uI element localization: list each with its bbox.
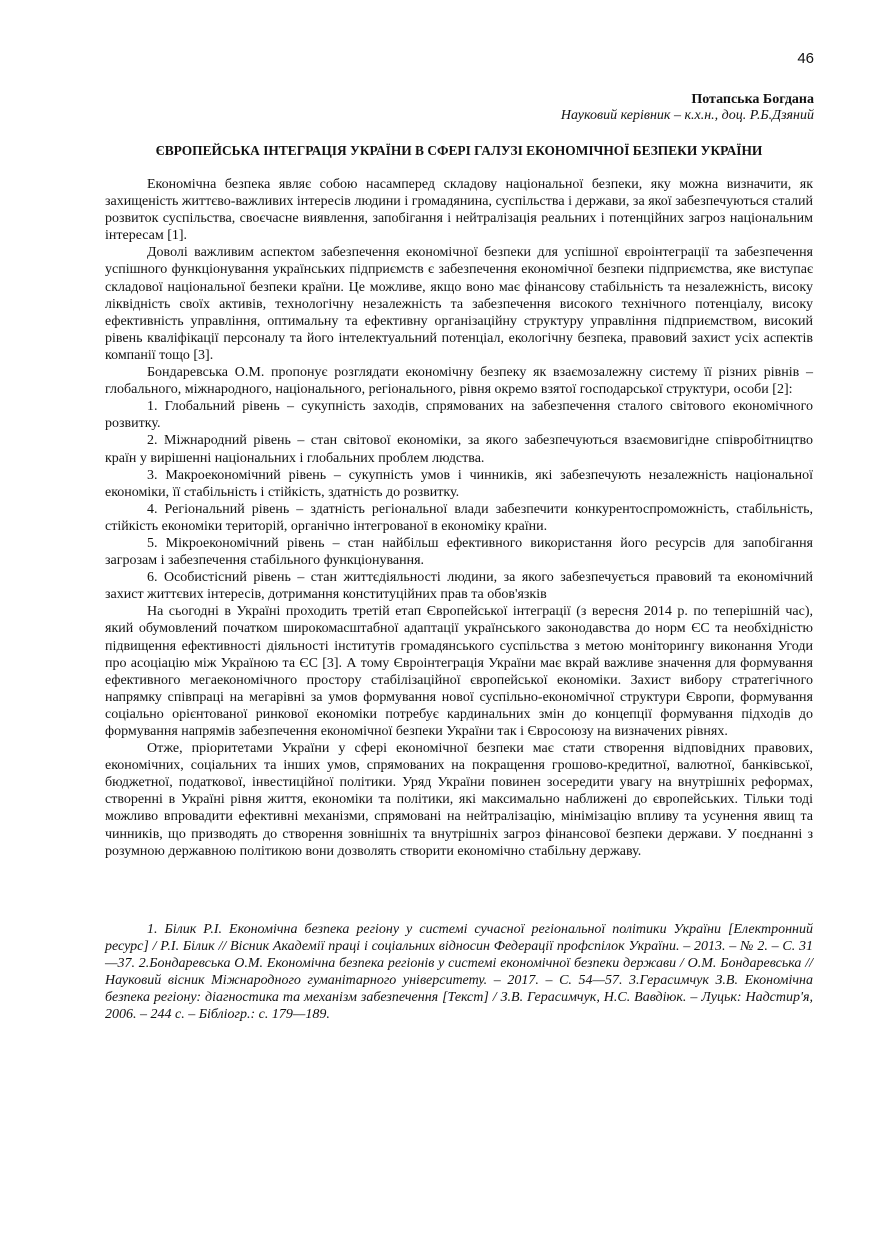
list-item-level-5: 5. Мікроекономічний рівень – стан найбільш ефективного використання його ресурсів для запобігання загрозам і забезпечення стабільного функціонування. (105, 535, 813, 569)
article-body (105, 176, 813, 860)
list-item-level-2: 2. Міжнародний рівень – стан світової економіки, за якого забезпечуються взаємовигідне співробітництво країн у вирішенні національних і глобальних проблем людства. (105, 433, 813, 466)
page-number: 46 (797, 50, 814, 67)
list-item-level-4: 4. Регіональний рівень – здатність регіональної влади забезпечити конкурентоспроможність, стабільність, стійкість економіки територій, органічно інтегрованої в економіку країни. (105, 501, 813, 534)
paragraph: Доволі важливим аспектом забезпечення економічної безпеки для успішної євроінтеграції та забезпечення успішного функціонування українських підприємств є забезпечення економічної безпеки підприємства, яке виступає складової національної безпеки країни. Це можливе, якщо воно має фінансову стабільність та незалежність, високу ліквідність своїх активів, технологічну незалежність та забезпечення високого технічного потенціалу, високу ефективність управління, оптимальну та ефективну організаційну структуру управління підприємством, високий рівень кваліфікації персоналу та його інтелектуальний потенціал, екологічну безпека, правовий захист усіх аспектів компанії тощо [3]. (105, 245, 813, 363)
paragraph: На сьогодні в Україні проходить третій етап Європейської інтеграції (з вересня 2014 р. по теперішній час), який обумовлений початком широкомасштабної адаптації українського законодавства до норм ЄС та необхідністю підвищення ефективності діяльності інститутів громадянського суспільства з метою моніторингу виконання Угоди про асоціацію між Україною та ЄС [3]. А тому Євроінтеграція України має вкрай важливе значення для формування ефективного мегаекономічного простору стабілізаційної європейської економіки. Захист вибору стратегічного напрямку співпраці на мегарівні за умов формування нової суспільно-економічної структури Європи, формування соціально орієнтованої ринкової економіки потребує кардинальних змін до концепції формування підходів до формування напрямів забезпечення економічної безпеки України так і Євросоюзу на визначених рівнях. (105, 604, 813, 739)
list-item-level-6: 6. Особистісний рівень – стан життєдіяльності людини, за якого забезпечується правовий та економічний захист життєвих інтересів, дотримання конституційних прав та обов'язків (105, 570, 813, 603)
paragraph: Бондаревська О.М. пропонує розглядати економічну безпеку як взаємозалежну систему її різних рівнів – глобального, міжнародного, національного, регіонального, рівня окремо взятої господарської структури, особи [2]: (105, 365, 813, 398)
article-title: ЄВРОПЕЙСЬКА ІНТЕГРАЦІЯ УКРАЇНИ В СФЕРІ ГАЛУЗІ ЕКОНОМІЧНОЇ БЕЗПЕКИ УКРАЇНИ (155, 143, 763, 158)
paragraph: Отже, пріоритетами України у сфері економічної безпеки має стати створення відповідних правових, економічних, соціальних та інших умов, спрямованих на покращення грошово-кредитної, валютної, банківської, бюджетної, податкової, інвестиційної політики. Уряд України повинен зосередити увагу на внутрішніх реформах, створенні в Україні рівня життя, економіки та політики, які максимально наближені до європейських. Тільки тоді можливо впровадити ефективні механізми, спрямовані на нейтралізацію, мінімізацію впливу та усунення явищ та чинників, що призводять до створення зовнішніх та внутрішніх загроз фінансової безпеки держави. У поєднанні з розумною державною політикою вони дозволять створити економічно стабільну державу. (105, 741, 813, 859)
author-name: Потапська Богдана (691, 92, 814, 107)
list-item-level-3: 3. Макроекономічний рівень – сукупність умов і чинників, які забезпечують незалежність національної економіки, її стабільність і стійкість, здатність до розвитку. (105, 467, 813, 500)
references-block: 1. Білик Р.І. Економічна безпека регіону у системі сучасної регіональної політики України [Електронний ресурс] / Р.І. Білик // Вісник Академії праці і соціальних відносин Федерації профспілок України. – 2013. – № 2. – С. 31—37. 2.Бондаревська О.М. Економічна безпека регіонів у системі економічної безпеки держави / О.М. Бондаревська // Науковий вісник Міжнародного гуманітарного університету. – 2017. – С. 54—57. 3.Герасимчук З.В. Економічна безпека регіону: діагностика та механізм забезпечення [Текст] / З.В. Герасимчук, Н.С. Вавдіюк. – Луцьк: Надстир'я, 2006. – 244 с. – Бібліогр.: с. 179—189. (105, 922, 813, 1023)
paragraph: Економічна безпека являє собою насамперед складову національної безпеки, яку можна визначити, як захищеність життєво-важливих інтересів людини і громадянина, суспільства і держави, за якої забезпечуються сталий розвиток суспільства, своєчасне виявлення, запобігання і нейтралізація реальних і потенційних загроз національним інтересам [1]. (105, 177, 813, 244)
author-block (561, 92, 814, 124)
list-item-level-1: 1. Глобальний рівень – сукупність заходів, спрямованих на забезпечення сталого світового економічного розвитку. (105, 399, 813, 432)
supervisor-line: Науковий керівник – к.х.н., доц. Р.Б.Дзяний (560, 108, 814, 123)
